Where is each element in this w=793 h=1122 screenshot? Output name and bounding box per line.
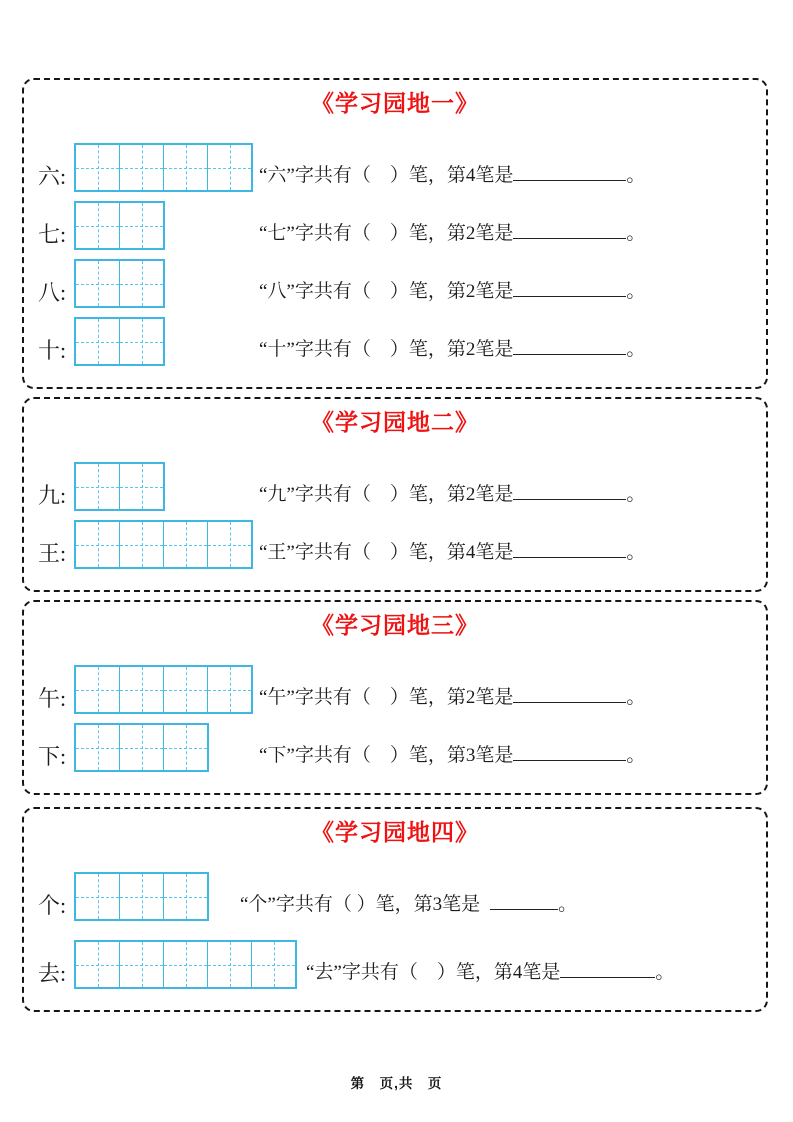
tianzige-cell — [119, 145, 163, 190]
practice-row — [38, 462, 752, 514]
question-prefix: “六”字共有（ ）笔，第4笔是 — [259, 165, 514, 186]
practice-row — [38, 259, 752, 311]
row-label: 六: — [38, 164, 67, 189]
tianzige-cell — [163, 725, 207, 770]
sections-container — [22, 78, 768, 1020]
section-box-1 — [22, 78, 768, 389]
answer-blank — [560, 975, 655, 978]
tianzige-cell — [207, 942, 251, 987]
row-label: 个: — [38, 893, 67, 918]
answer-blank — [513, 352, 626, 355]
question-prefix: “去”字共有（ ）笔，第4笔是 — [306, 962, 561, 983]
question-text — [259, 484, 645, 514]
section-title: 《学习园地一》 — [311, 90, 479, 116]
row-label: 九: — [38, 483, 67, 508]
period: 。 — [626, 484, 646, 505]
period: 。 — [626, 281, 646, 302]
row-label: 八: — [38, 280, 67, 305]
tianzige-cell — [251, 942, 295, 987]
tianzige-grid — [74, 462, 165, 511]
page-footer: 第 页,共 页 — [350, 1076, 443, 1091]
question-text — [259, 223, 645, 253]
tianzige-cell — [76, 319, 119, 364]
grid-column — [74, 940, 297, 992]
tianzige-cell — [119, 942, 163, 987]
grid-column — [74, 665, 259, 717]
period: 。 — [626, 542, 646, 563]
tianzige-cell — [119, 261, 163, 306]
answer-blank — [513, 294, 626, 297]
period: 。 — [626, 745, 646, 766]
section-box-4 — [22, 807, 768, 1012]
grid-column — [74, 462, 259, 514]
question-text — [259, 542, 645, 572]
question-prefix: “八”字共有（ ）笔，第2笔是 — [259, 281, 514, 302]
answer-blank — [513, 758, 626, 761]
answer-blank — [513, 178, 626, 181]
practice-row — [38, 872, 752, 924]
tianzige-grid — [74, 940, 297, 989]
row-label: 七: — [38, 222, 67, 247]
section-title: 《学习园地四》 — [311, 819, 479, 845]
period: 。 — [558, 894, 578, 915]
tianzige-cell — [119, 725, 163, 770]
answer-blank — [513, 555, 626, 558]
section-title: 《学习园地三》 — [311, 612, 479, 638]
question-prefix: “十”字共有（ ）笔，第2笔是 — [259, 339, 514, 360]
tianzige-grid — [74, 317, 165, 366]
practice-row — [38, 665, 752, 717]
question-prefix: “九”字共有（ ）笔，第2笔是 — [259, 484, 514, 505]
answer-blank — [513, 236, 626, 239]
tianzige-cell — [119, 667, 163, 712]
period: 。 — [626, 339, 646, 360]
section-box-2 — [22, 397, 768, 592]
practice-row — [38, 317, 752, 369]
row-label: 十: — [38, 338, 67, 363]
grid-column — [74, 723, 259, 775]
question-prefix: “下”字共有（ ）笔，第3笔是 — [259, 745, 514, 766]
tianzige-cell — [163, 874, 207, 919]
practice-row — [38, 940, 752, 992]
period: 。 — [626, 687, 646, 708]
row-label: 王: — [38, 541, 67, 566]
question-text — [259, 745, 645, 775]
answer-blank — [490, 907, 558, 910]
tianzige-cell — [119, 874, 163, 919]
grid-column — [74, 259, 259, 311]
tianzige-cell — [76, 464, 119, 509]
row-label: 午: — [38, 686, 67, 711]
question-text — [240, 894, 577, 924]
grid-column — [74, 317, 259, 369]
section-title: 《学习园地二》 — [311, 409, 479, 435]
grid-column — [74, 520, 259, 572]
grid-column — [74, 143, 259, 195]
practice-row — [38, 520, 752, 572]
period: 。 — [655, 962, 675, 983]
question-prefix: “个”字共有（ ）笔，第3笔是 — [240, 894, 481, 915]
row-label: 下: — [38, 744, 67, 769]
period: 。 — [626, 223, 646, 244]
tianzige-cell — [76, 522, 119, 567]
practice-row — [38, 723, 752, 775]
tianzige-cell — [119, 464, 163, 509]
tianzige-cell — [163, 145, 207, 190]
tianzige-grid — [74, 520, 253, 569]
answer-blank — [513, 497, 626, 500]
tianzige-cell — [207, 145, 251, 190]
question-text — [259, 687, 645, 717]
row-label: 去: — [38, 961, 67, 986]
tianzige-cell — [119, 319, 163, 364]
question-prefix: “七”字共有（ ）笔，第2笔是 — [259, 223, 514, 244]
tianzige-cell — [76, 261, 119, 306]
question-prefix: “午”字共有（ ）笔，第2笔是 — [259, 687, 514, 708]
practice-row — [38, 143, 752, 195]
tianzige-cell — [163, 522, 207, 567]
answer-blank — [513, 700, 626, 703]
tianzige-grid — [74, 143, 253, 192]
tianzige-cell — [207, 522, 251, 567]
practice-row — [38, 201, 752, 253]
question-text — [259, 339, 645, 369]
tianzige-cell — [119, 522, 163, 567]
tianzige-grid — [74, 259, 165, 308]
tianzige-grid — [74, 201, 165, 250]
tianzige-cell — [163, 942, 207, 987]
question-text — [259, 165, 645, 195]
tianzige-grid — [74, 872, 209, 921]
tianzige-cell — [207, 667, 251, 712]
tianzige-cell — [76, 145, 119, 190]
tianzige-cell — [76, 667, 119, 712]
tianzige-cell — [119, 203, 163, 248]
grid-column — [74, 872, 240, 924]
question-text — [306, 962, 674, 992]
period: 。 — [626, 165, 646, 186]
tianzige-cell — [163, 667, 207, 712]
question-text — [259, 281, 645, 311]
tianzige-cell — [76, 942, 119, 987]
question-prefix: “王”字共有（ ）笔，第4笔是 — [259, 542, 514, 563]
grid-column — [74, 201, 259, 253]
tianzige-cell — [76, 203, 119, 248]
tianzige-grid — [74, 723, 209, 772]
section-box-3 — [22, 600, 768, 795]
tianzige-cell — [76, 725, 119, 770]
tianzige-grid — [74, 665, 253, 714]
tianzige-cell — [76, 874, 119, 919]
